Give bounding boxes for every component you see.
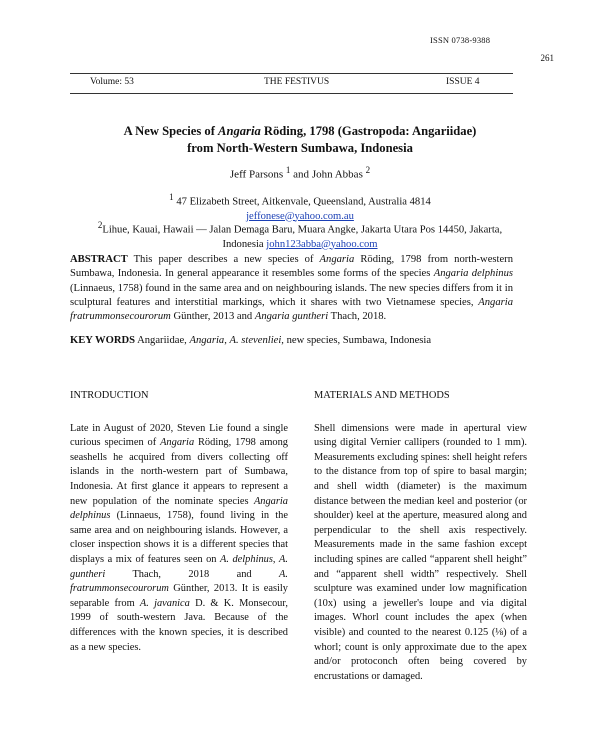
methods-heading: MATERIALS AND METHODS xyxy=(314,390,450,401)
issue-label: ISSUE 4 xyxy=(446,77,480,87)
author-1: Jeff Parsons xyxy=(229,168,284,181)
abstract-paragraph xyxy=(70,253,513,324)
keywords-text: Angariidae, xyxy=(135,335,190,346)
abstract-species: Angaria fratrummonsecourorum xyxy=(70,296,513,323)
keywords-label: KEY WORDS xyxy=(70,335,136,346)
affiliation-1-text: 47 Elizabeth Street, Aitkenvale, Queensland, Australia 4814 xyxy=(173,196,431,208)
abstract-species: Angaria delphinus xyxy=(433,268,513,280)
intro-text: Thach, 2018 and xyxy=(105,568,280,580)
abstract-text: Günther, 2013 and xyxy=(170,311,255,323)
abstract-label: ABSTRACT xyxy=(70,254,128,265)
introduction-heading: INTRODUCTION xyxy=(70,390,149,401)
abstract-species: Angaria guntheri xyxy=(254,311,329,323)
affiliation-2 xyxy=(60,218,540,252)
abstract-text: This paper describes a new species of xyxy=(127,254,320,265)
intro-text: Röding, 1798 among seashells he acquired from divers collecting off islands in the north-western part of Sumbawa, Indonesia. At first glance it appears to represent a new population of the nominate species xyxy=(70,437,288,507)
header-top-rule xyxy=(70,73,513,74)
intro-text: D. & K. Monsecour, 1999 of south-western Java. Because of the differences with the known species, it is described as a new species. xyxy=(70,597,288,653)
keyword-species: A. stevenliei xyxy=(229,335,282,346)
methods-section xyxy=(314,389,527,684)
issn-number: ISSN 0738-9388 xyxy=(430,35,491,45)
intro-italic: Angaria xyxy=(160,437,195,449)
affiliation-1-sup: 1 xyxy=(169,192,174,202)
affiliation-2-country: Indonesia xyxy=(222,238,267,250)
keywords-text: , new species, Sumbawa, Indonesia xyxy=(281,335,432,346)
affiliation-2-email-link[interactable]: john123abba@yahoo.com xyxy=(266,238,378,250)
abstract-genus: Angaria xyxy=(319,254,355,265)
header-bottom-rule xyxy=(70,93,513,94)
keyword-genus: Angaria xyxy=(189,335,225,346)
title-genus: Angaria xyxy=(218,124,261,138)
intro-italic: Angaria delphinus xyxy=(70,495,288,522)
author-and: and xyxy=(290,168,312,181)
methods-paragraph: Shell dimensions were made in apertural view using digital Vernier callipers (rounded to 1 mm). Measurements excluding spines: shell height refers to the distance from top of spire to basal margin; and shell width (diameter) is the maximum distance between the median keel and posterior (or shoulder) keel at the aperture, measured along and perpendicular to the shell axis respectively. Measurements made in the same fashion except including spines are called “apparent shell height” and “apparent shell width” respectively. Shell sculpture was examined under low magnification (10x) using a jeweller's loupe and via digital images. Whorl count includes the apex (when visible) and counted to the nearest 0.125 (⅛) of a whorl; count is only approximate due to the apex and/or protoconch often being covered by encrustations or damaged. xyxy=(314,422,527,682)
abstract-text: Röding, 1798 from north-western Sumbawa, Indonesia. In general appearance it resembles some forms of the species xyxy=(70,254,513,280)
intro-italic: A. javanica xyxy=(139,597,190,609)
affiliation-2-text: Lihue, Kauai, Hawaii — Jalan Demaga Baru, Muara Angke, Jakarta Utara Pos 14450, Jakarta, xyxy=(102,224,503,236)
affiliation-2-sup: 2 xyxy=(97,220,103,230)
introduction-section xyxy=(70,389,288,655)
intro-text: Günther, 2013. It is easily separable from xyxy=(70,583,288,609)
intro-italic: A. fratrummonsecourorum xyxy=(70,568,288,595)
volume-label: Volume: 53 xyxy=(90,77,134,87)
keywords-text: , xyxy=(224,335,230,346)
paper-title xyxy=(60,123,540,157)
affiliation-1-email-link[interactable]: jeffonese@yahoo.com.au xyxy=(246,210,354,222)
page-number: 261 xyxy=(540,53,554,63)
author-2: John Abbas xyxy=(311,168,363,181)
abstract-text: Thach, 2018. xyxy=(328,311,387,323)
intro-text: Late in August of 2020, Steven Lie found a single curious specimen of xyxy=(70,422,288,449)
author-2-sup: 2 xyxy=(365,165,371,175)
intro-italic: A. guntheri xyxy=(70,553,288,580)
title-suffix: Röding, 1798 (Gastropoda: Angariidae) xyxy=(260,124,477,138)
intro-text: (Linnaeus, 1758), found living in the same area and on neighbouring islands. However, a closer inspection shows it is a different species that displays a mix of features seen on xyxy=(70,510,288,565)
abstract-text: (Linnaeus, 1758) found in the same area and on neighbouring islands. The new species differs from it in sculptural features and interstitial markings, which it shares with two Vietnamese species, xyxy=(70,282,513,308)
introduction-paragraph xyxy=(70,422,288,656)
intro-italic: A. delphinus xyxy=(220,553,273,565)
keywords-line xyxy=(70,334,513,348)
author-1-sup: 1 xyxy=(285,165,291,175)
author-line xyxy=(60,165,540,181)
intro-text: , xyxy=(272,553,280,565)
title-line2: from North-Western Sumbawa, Indonesia xyxy=(187,141,413,155)
journal-name: THE FESTIVUS xyxy=(264,77,330,87)
title-prefix: A New Species of xyxy=(123,124,219,138)
